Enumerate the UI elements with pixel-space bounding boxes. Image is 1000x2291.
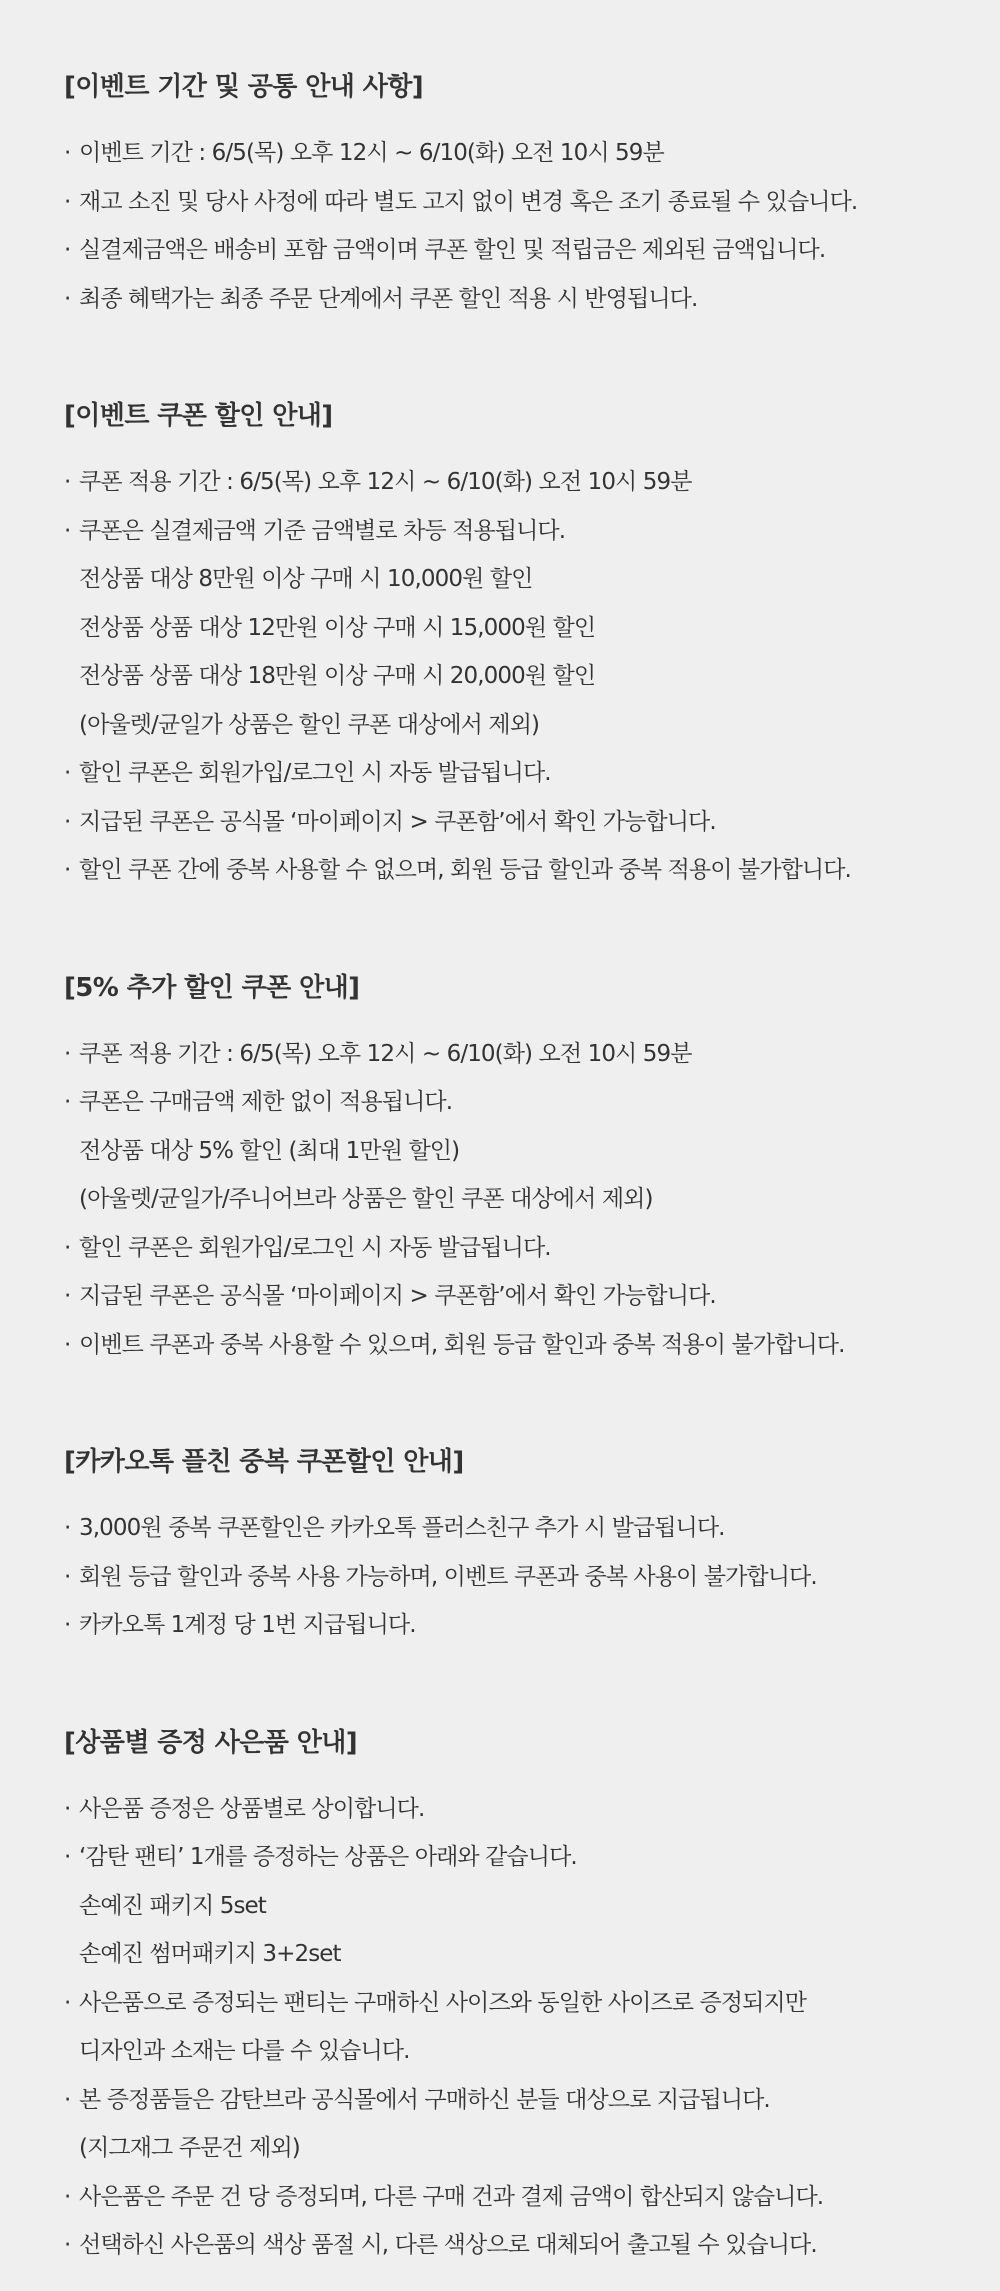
bullet-item xyxy=(64,1504,1000,1553)
item-text: 쿠폰 적용 기간 : 6/5(목) 오후 12시 ~ 6/10(화) 오전 10시 59분 xyxy=(79,1040,692,1067)
item-text: (지그재그 주문건 제외) xyxy=(79,2135,300,2161)
bullet-dot: · xyxy=(64,285,71,312)
item-text: 3,000원 중복 쿠폰할인은 카카오톡 플러스친구 추가 시 발급됩니다. xyxy=(79,1515,725,1541)
bullet-item xyxy=(64,1321,1000,1370)
bullet-dot: · xyxy=(64,1089,71,1115)
bullet-item xyxy=(64,275,1000,324)
bullet-dot: · xyxy=(64,1612,71,1638)
bullet-item xyxy=(64,178,1000,227)
sub-item xyxy=(64,604,1000,653)
bullet-dot: · xyxy=(64,1331,71,1358)
sub-item xyxy=(64,701,1000,750)
bullet-item xyxy=(64,2221,1000,2270)
item-text: 사은품으로 증정되는 팬티는 구매하신 사이즈와 동일한 사이즈로 증정되지만 xyxy=(79,1989,807,2016)
item-text: 카카오톡 1계정 당 1번 지급됩니다. xyxy=(79,1612,416,1638)
bullet-item xyxy=(64,2173,1000,2222)
section-title: [상품별 증정 사은품 안내] xyxy=(64,1727,358,1758)
bullet-item xyxy=(64,749,1000,798)
bullet-item xyxy=(64,1785,1000,1834)
item-text: 전상품 상품 대상 18만원 이상 구매 시 20,000원 할인 xyxy=(79,663,596,689)
bullet-item xyxy=(64,846,1000,895)
item-text: 사은품은 주문 건 당 증정되며, 다른 구매 건과 결제 금액이 합산되지 않습니다. xyxy=(79,2183,824,2210)
bullet-dot: · xyxy=(64,2086,71,2113)
bullet-item xyxy=(64,1078,1000,1127)
item-text: 전상품 상품 대상 12만원 이상 구매 시 15,000원 할인 xyxy=(79,614,596,641)
item-text: 손예진 패키지 5set xyxy=(79,1892,266,1919)
item-text: 전상품 대상 5% 할인 (최대 1만원 할인) xyxy=(79,1137,460,1164)
item-text: 할인 쿠폰은 회원가입/로그인 시 자동 발급됩니다. xyxy=(79,760,551,786)
bullet-dot: · xyxy=(64,140,71,166)
item-text: 쿠폰은 구매금액 제한 없이 적용됩니다. xyxy=(79,1089,453,1115)
item-text: ‘감탄 팬티’ 1개를 증정하는 상품은 아래와 같습니다. xyxy=(79,1844,577,1870)
item-text: (아울렛/균일가 상품은 할인 쿠폰 대상에서 제외) xyxy=(79,711,540,738)
notice-section xyxy=(64,66,1000,323)
item-text: 지급된 쿠폰은 공식몰 ‘마이페이지 > 쿠폰함’에서 확인 가능합니다. xyxy=(79,808,716,835)
item-text: 쿠폰은 실결제금액 기준 금액별로 차등 적용됩니다. xyxy=(79,517,566,544)
sub-item xyxy=(64,1175,1000,1224)
item-text: 손예진 썸머패키지 3+2set xyxy=(79,1941,341,1967)
item-text: 디자인과 소재는 다를 수 있습니다. xyxy=(79,2038,410,2064)
item-text: (아울렛/균일가/주니어브라 상품은 할인 쿠폰 대상에서 제외) xyxy=(79,1186,653,1212)
item-text: 최종 혜택가는 최종 주문 단계에서 쿠폰 할인 적용 시 반영됩니다. xyxy=(79,285,698,312)
bullet-item xyxy=(64,458,1000,507)
bullet-dot: · xyxy=(64,1844,71,1870)
bullet-dot: · xyxy=(64,760,71,786)
bullet-dot: · xyxy=(64,2232,71,2258)
notice-section xyxy=(64,1441,1000,1650)
item-text: 전상품 대상 8만원 이상 구매 시 10,000원 할인 xyxy=(79,566,533,592)
section-title: [이벤트 기간 및 공통 안내 사항] xyxy=(64,72,424,102)
sub-item xyxy=(64,1882,1000,1931)
bullet-item xyxy=(64,1030,1000,1079)
bullet-item xyxy=(64,1601,1000,1650)
notice-section xyxy=(64,1722,1000,2270)
sub-item xyxy=(64,555,1000,604)
bullet-item xyxy=(64,129,1000,178)
bullet-dot: · xyxy=(64,469,71,495)
item-text: 선택하신 사은품의 색상 품절 시, 다른 색상으로 대체되어 출고될 수 있습니다. xyxy=(79,2232,817,2258)
bullet-dot: · xyxy=(64,1040,71,1067)
bullet-item xyxy=(64,226,1000,275)
bullet-item xyxy=(64,1553,1000,1602)
bullet-dot: · xyxy=(64,1795,71,1822)
item-text: 재고 소진 및 당사 사정에 따라 별도 고지 없이 변경 혹은 조기 종료될 수 있습니다. xyxy=(79,188,858,215)
sub-item xyxy=(64,1930,1000,1979)
item-text: 본 증정품들은 감탄브라 공식몰에서 구매하신 분들 대상으로 지급됩니다. xyxy=(79,2086,770,2113)
bullet-item xyxy=(64,798,1000,847)
item-text: 실결제금액은 배송비 포함 금액이며 쿠폰 할인 및 적립금은 제외된 금액입니다. xyxy=(79,237,826,263)
bullet-dot: · xyxy=(64,237,71,263)
item-text: 이벤트 기간 : 6/5(목) 오후 12시 ~ 6/10(화) 오전 10시 59분 xyxy=(79,140,664,166)
bullet-dot: · xyxy=(64,2183,71,2210)
bullet-dot: · xyxy=(64,1989,71,2016)
sub-item xyxy=(64,652,1000,701)
bullet-dot: · xyxy=(64,808,71,835)
notice-section xyxy=(64,395,1000,895)
item-text: 회원 등급 할인과 중복 사용 가능하며, 이벤트 쿠폰과 중복 사용이 불가합니다. xyxy=(79,1563,817,1590)
section-title: [5% 추가 할인 쿠폰 안내] xyxy=(64,972,360,1003)
bullet-dot: · xyxy=(64,857,71,883)
bullet-dot: · xyxy=(64,517,71,544)
sub-item xyxy=(64,2027,1000,2076)
bullet-dot: · xyxy=(64,1283,71,1309)
section-title: [이벤트 쿠폰 할인 안내] xyxy=(64,401,333,431)
bullet-dot: · xyxy=(64,188,71,215)
section-title: [카카오톡 플친 중복 쿠폰할인 안내] xyxy=(64,1447,464,1477)
item-text: 지급된 쿠폰은 공식몰 ‘마이페이지 > 쿠폰함’에서 확인 가능합니다. xyxy=(79,1283,716,1309)
notice-section xyxy=(64,967,1000,1370)
bullet-item xyxy=(64,1979,1000,2028)
item-text: 할인 쿠폰 간에 중복 사용할 수 없으며, 회원 등급 할인과 중복 적용이 불가합니다. xyxy=(79,857,851,883)
bullet-item xyxy=(64,2076,1000,2125)
sub-item xyxy=(64,1127,1000,1176)
item-text: 이벤트 쿠폰과 중복 사용할 수 있으며, 회원 등급 할인과 중복 적용이 불가합니다. xyxy=(79,1331,845,1358)
item-text: 할인 쿠폰은 회원가입/로그인 시 자동 발급됩니다. xyxy=(79,1234,551,1261)
bullet-dot: · xyxy=(64,1515,71,1541)
bullet-item xyxy=(64,507,1000,556)
sub-item xyxy=(64,2124,1000,2173)
bullet-dot: · xyxy=(64,1563,71,1590)
bullet-item xyxy=(64,1224,1000,1273)
bullet-item xyxy=(64,1272,1000,1321)
item-text: 쿠폰 적용 기간 : 6/5(목) 오후 12시 ~ 6/10(화) 오전 10시 59분 xyxy=(79,469,692,495)
bullet-item xyxy=(64,1833,1000,1882)
bullet-dot: · xyxy=(64,1234,71,1261)
item-text: 사은품 증정은 상품별로 상이합니다. xyxy=(79,1795,425,1822)
